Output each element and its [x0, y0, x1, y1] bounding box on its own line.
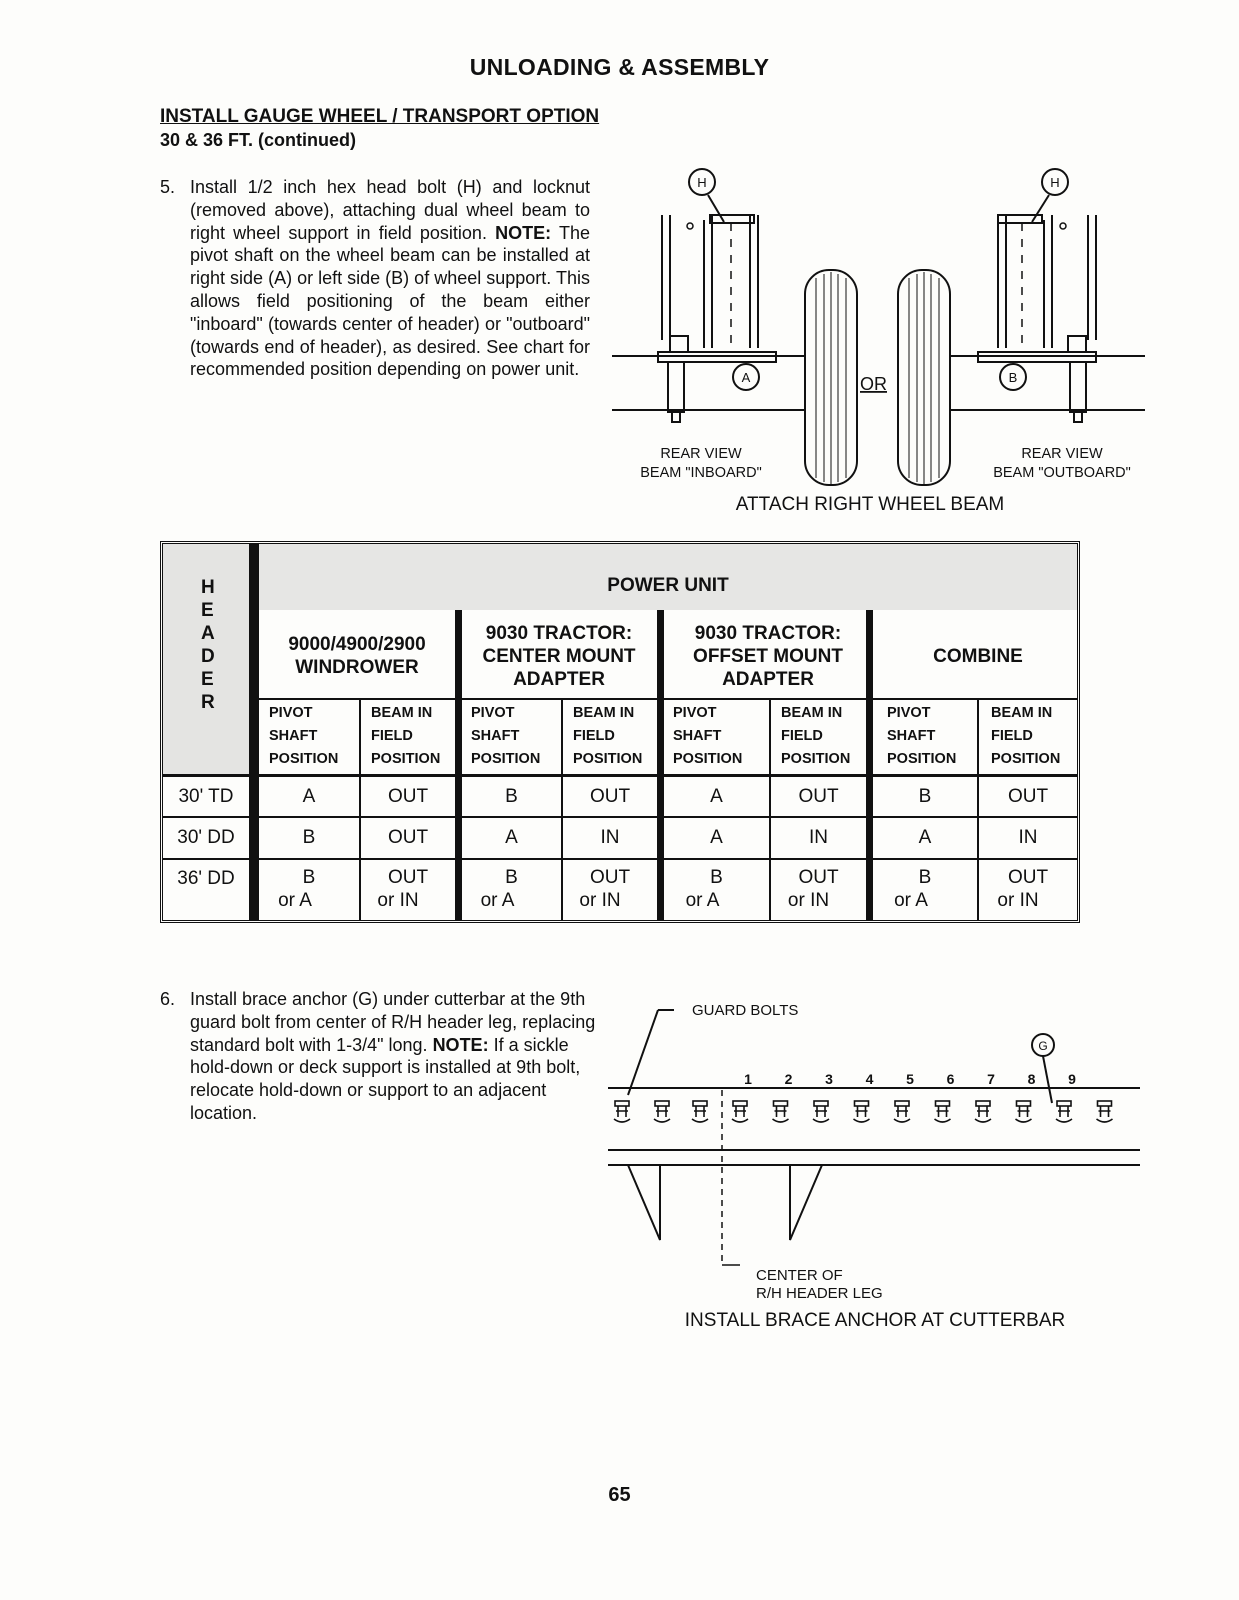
step-5-number: 5. — [160, 177, 176, 197]
bolt-number: 5 — [906, 1071, 914, 1087]
guard-bolt-icon — [1016, 1101, 1032, 1122]
bolt-number: 2 — [784, 1071, 793, 1087]
guard-bolt-icon — [614, 1101, 630, 1122]
step-5-note-label: NOTE: — [495, 222, 552, 243]
callout-b: B — [1008, 370, 1018, 385]
guard-bolt-icon — [935, 1101, 951, 1122]
header-leg-left — [628, 1165, 660, 1240]
bolt-number: 7 — [987, 1071, 995, 1087]
or-label: OR — [860, 374, 887, 394]
center-label-1: CENTER OF — [756, 1267, 843, 1284]
sub-beam-4: BEAM IN FIELD POSITION — [991, 705, 1061, 767]
bolt-number: 8 — [1027, 1071, 1036, 1087]
recommended-position-chart: H E A D E R POWER UNIT 9000/4900/2900 WINDROWER 9030 TRACTOR: CENTER MOUNT ADAPTER 9030 TRACTOR: OFFSET MOUNT ADAPTER COMBINE PIVOT SHAFT POSITION BEAM IN FIELD POSITION PIVOT SHAFT POSITION BEAM IN FIELD POSITION PIVOT SHAFT POSITION BEAM IN FIELD POSITION PIVOT SHAFT POSITION BEAM IN FIELD POSITION 30' TD A OUT B OUT A OUT B OUT 30' DD B OUT A IN A IN A IN 36' DD B or A OUT or IN B or A OUT or IN B or A OUT or IN B or A OUT or IN — [160, 541, 1080, 923]
sub-pivot-4: PIVOT SHAFT POSITION — [887, 705, 957, 767]
left-view-label-2: BEAM "INBOARD" — [640, 465, 762, 481]
group-windrower: 9000/4900/2900 WINDROWER — [288, 634, 426, 678]
pivot-shaft-b — [1070, 362, 1086, 412]
step-5-body — [190, 176, 590, 381]
sub-pivot-1: PIVOT SHAFT POSITION — [269, 705, 339, 767]
sub-beam-2: BEAM IN FIELD POSITION — [573, 705, 643, 767]
step-5-text: Install 1/2 inch hex head bolt (H) and locknut (removed above), attaching dual wheel beam to right wheel support in field position. — [190, 177, 590, 243]
callout-h-right: H — [1050, 175, 1060, 190]
bolt-number: 4 — [865, 1071, 874, 1087]
row-label: 30' TD — [178, 785, 234, 807]
sub-pivot-3: PIVOT SHAFT POSITION — [673, 705, 743, 767]
cutterbar-diagram — [600, 995, 1160, 1305]
row-label: 30' DD — [177, 827, 235, 848]
guard-bolt-icon — [692, 1101, 708, 1122]
header-letters: H E A D E R — [201, 577, 215, 713]
step-6-text: Install brace anchor (G) under cutterbar at the 9th guard bolt from center of R/H header leg, replacing standard bolt with 1-3/4" long. — [190, 989, 596, 1055]
center-label-2: R/H HEADER LEG — [756, 1285, 883, 1302]
right-view-label-1: REAR VIEW — [1021, 446, 1103, 462]
step-6-number: 6. — [160, 989, 176, 1009]
figure-1-caption: ATTACH RIGHT WHEEL BEAM — [735, 494, 1005, 515]
bolt-number: 9 — [1068, 1071, 1076, 1087]
guard-bolt-icon — [975, 1101, 991, 1122]
guard-bolt-icon — [854, 1101, 870, 1122]
guard-bolt-icon — [732, 1101, 748, 1122]
figure-2-caption: INSTALL BRACE ANCHOR AT CUTTERBAR — [684, 1310, 1066, 1331]
group-offset-mount: 9030 TRACTOR: OFFSET MOUNT ADAPTER — [693, 622, 843, 690]
section-subtitle: 30 & 36 FT. (continued) — [160, 130, 357, 150]
step-6 — [160, 988, 600, 1138]
callout-g: G — [1038, 1039, 1048, 1053]
step-6-body — [190, 988, 598, 1125]
bolt-number: 3 — [825, 1071, 833, 1087]
guard-bolts-label: GUARD BOLTS — [692, 1002, 799, 1019]
right-view-label-2: BEAM "OUTBOARD" — [993, 465, 1131, 481]
sub-beam-3: BEAM IN FIELD POSITION — [781, 705, 851, 767]
step-6-note-label: NOTE: — [432, 1034, 489, 1055]
guard-bolt-icon — [1097, 1101, 1113, 1122]
step-5-note-text: The pivot shaft on the wheel beam can be installed at right side (A) or left side (B) of wheel support. This allows field positioning of the beam either "inboard" (towards center of header) or "outboard" (towards end of header), as desired. See chart for recommended position depending on power unit. — [190, 222, 590, 380]
group-center-mount: 9030 TRACTOR: CENTER MOUNT ADAPTER — [482, 622, 636, 690]
callout-a: A — [741, 370, 751, 385]
power-unit-header: POWER UNIT — [607, 574, 729, 596]
step-6-note-text: If a sickle hold-down or deck support is installed at 9th bolt, relocate hold-down or support to an adjacent location. — [190, 1034, 581, 1123]
sub-beam-1: BEAM IN FIELD POSITION — [371, 705, 441, 767]
wheel-beam-diagram — [600, 160, 1160, 500]
guard-bolt-icon — [773, 1101, 789, 1122]
group-combine: COMBINE — [933, 645, 1023, 667]
bolt-number: 6 — [946, 1071, 955, 1087]
page-title: UNLOADING & ASSEMBLY — [469, 54, 770, 80]
guard-bolt-icon — [894, 1101, 910, 1122]
sub-pivot-2: PIVOT SHAFT POSITION — [471, 705, 541, 767]
guard-bolt-icon — [1056, 1101, 1072, 1122]
row-label: 36' DD — [177, 868, 235, 889]
header-leg-right — [790, 1165, 822, 1240]
left-view-label-1: REAR VIEW — [660, 446, 742, 462]
section-title: INSTALL GAUGE WHEEL / TRANSPORT OPTION — [160, 106, 600, 127]
step-5 — [160, 176, 590, 436]
pivot-shaft-a — [668, 362, 684, 412]
guard-bolt-icon — [813, 1101, 829, 1122]
bolt-number: 1 — [744, 1071, 752, 1087]
callout-h-left: H — [697, 175, 707, 190]
page-number: 65 — [608, 1484, 631, 1506]
guard-bolt-icon — [654, 1101, 670, 1122]
